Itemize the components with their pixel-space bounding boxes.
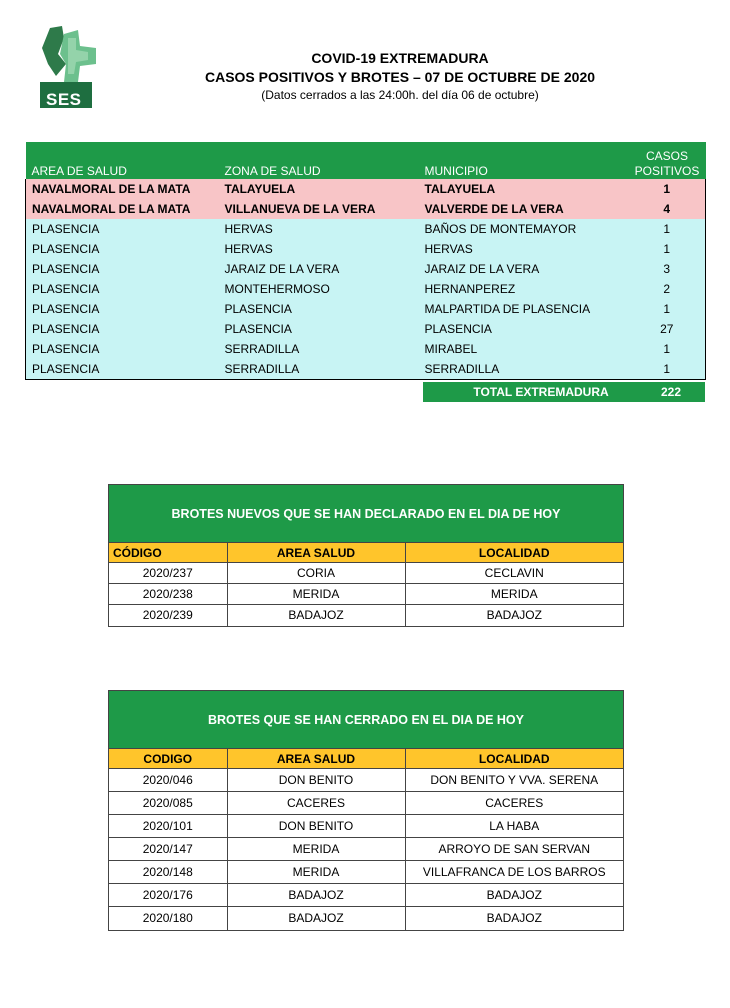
cell-area: NAVALMORAL DE LA MATA [26,179,219,199]
cell-casos: 1 [629,239,706,259]
cell-area-salud: MERIDA [227,838,405,861]
cell-area-salud: BADAJOZ [227,884,405,907]
cell-area-salud: MERIDA [227,584,405,605]
cell-municipio: HERNANPEREZ [419,279,629,299]
table-row [109,563,623,584]
header-area-salud: AREA SALUD [227,749,405,769]
cell-localidad: CECLAVIN [405,563,623,584]
cell-zona: VILLANUEVA DE LA VERA [219,199,419,219]
header-area: AREA DE SALUD [26,142,219,179]
cell-municipio: BAÑOS DE MONTEMAYOR [419,219,629,239]
brotes-cerrados-table [109,748,623,930]
title-line-2: CASOS POSITIVOS Y BROTES – 07 DE OCTUBRE DE 2020 [204,69,596,85]
cell-area: PLASENCIA [26,219,219,239]
table-row [26,259,706,279]
cell-casos: 1 [629,219,706,239]
cell-municipio: JARAIZ DE LA VERA [419,259,629,279]
header-casos [629,142,706,179]
header-casos-line2: POSITIVOS [634,164,700,178]
header-area-salud: AREA SALUD [227,543,405,563]
table-row [109,769,623,792]
table-row [26,239,706,259]
cell-casos: 27 [629,319,706,339]
table-row [109,861,623,884]
table-row [26,299,706,319]
table-row [26,219,706,239]
document-header [150,49,650,104]
cell-zona: JARAIZ DE LA VERA [219,259,419,279]
table-row [26,319,706,339]
cell-municipio: PLASENCIA [419,319,629,339]
table-row [26,179,706,199]
cell-zona: PLASENCIA [219,299,419,319]
table-row [109,584,623,605]
header-codigo: CÓDIGO [109,543,227,563]
title-line-1: COVID-19 EXTREMADURA [311,50,489,66]
table-row [109,605,623,626]
cell-zona: SERRADILLA [219,359,419,380]
table-header-row [109,543,623,563]
table-row [109,884,623,907]
cell-codigo: 2020/237 [109,563,227,584]
table-row [109,815,623,838]
cell-codigo: 2020/148 [109,861,227,884]
cell-casos: 4 [629,199,706,219]
cell-municipio: MIRABEL [419,339,629,359]
table-row [26,359,706,380]
total-row [423,382,705,402]
cell-codigo: 2020/180 [109,907,227,930]
cell-codigo: 2020/101 [109,815,227,838]
total-value: 222 [660,385,682,399]
subtitle: (Datos cerrados a las 24:00h. del día 06 de octubre) [261,88,539,102]
table-row [109,838,623,861]
table-header-row [109,749,623,769]
cell-localidad: BADAJOZ [405,605,623,626]
header-municipio: MUNICIPIO [419,142,629,179]
cell-zona: MONTEHERMOSO [219,279,419,299]
cell-localidad: BADAJOZ [405,907,623,930]
cell-casos: 3 [629,259,706,279]
cell-casos: 1 [629,359,706,380]
cell-localidad: LA HABA [405,815,623,838]
table-row [26,339,706,359]
cell-codigo: 2020/046 [109,769,227,792]
header-localidad: LOCALIDAD [405,543,623,563]
cell-localidad: MERIDA [405,584,623,605]
cell-municipio: VALVERDE DE LA VERA [419,199,629,219]
cell-area: PLASENCIA [26,319,219,339]
cell-area: PLASENCIA [26,259,219,279]
cell-casos: 1 [629,339,706,359]
cell-localidad: ARROYO DE SAN SERVAN [405,838,623,861]
cell-area: PLASENCIA [26,299,219,319]
cell-zona: HERVAS [219,219,419,239]
cell-area-salud: BADAJOZ [227,605,405,626]
cell-codigo: 2020/085 [109,792,227,815]
cell-area: PLASENCIA [26,239,219,259]
cell-area-salud: MERIDA [227,861,405,884]
casos-positivos-section [25,142,705,399]
cell-area-salud: CORIA [227,563,405,584]
cell-localidad: DON BENITO Y VVA. SERENA [405,769,623,792]
table-row [26,279,706,299]
brotes-cerrados-section [108,690,624,931]
header-zona: ZONA DE SALUD [219,142,419,179]
cell-localidad: CACERES [405,792,623,815]
cell-zona: PLASENCIA [219,319,419,339]
cell-casos: 2 [629,279,706,299]
cell-municipio: MALPARTIDA DE PLASENCIA [419,299,629,319]
header-casos-line1: CASOS [645,149,688,163]
header-codigo: CODIGO [109,749,227,769]
table-row [26,199,706,219]
cell-localidad: BADAJOZ [405,884,623,907]
brotes-nuevos-section [108,484,624,627]
cell-area: PLASENCIA [26,279,219,299]
cell-area: PLASENCIA [26,339,219,359]
brotes-cerrados-title: BROTES QUE SE HAN CERRADO EN EL DIA DE HOY [109,691,623,748]
cell-area: PLASENCIA [26,359,219,380]
cell-codigo: 2020/238 [109,584,227,605]
logo-text: SES [46,90,82,109]
cell-casos: 1 [629,179,706,199]
cell-area-salud: DON BENITO [227,815,405,838]
header-localidad: LOCALIDAD [405,749,623,769]
brotes-nuevos-title: BROTES NUEVOS QUE SE HAN DECLARADO EN EL DIA DE HOY [109,485,623,542]
cell-municipio: TALAYUELA [419,179,629,199]
ses-logo [38,24,100,110]
cell-municipio: SERRADILLA [419,359,629,380]
cell-codigo: 2020/239 [109,605,227,626]
cell-area-salud: DON BENITO [227,769,405,792]
cell-area-salud: BADAJOZ [227,907,405,930]
cell-codigo: 2020/176 [109,884,227,907]
cell-area: NAVALMORAL DE LA MATA [26,199,219,219]
cell-municipio: HERVAS [419,239,629,259]
cell-zona: SERRADILLA [219,339,419,359]
table-row [109,792,623,815]
brotes-nuevos-table [109,542,623,626]
cell-codigo: 2020/147 [109,838,227,861]
cell-area-salud: CACERES [227,792,405,815]
table-row [109,907,623,930]
table-header-row [26,142,706,179]
cell-casos: 1 [629,299,706,319]
cell-zona: TALAYUELA [219,179,419,199]
cell-localidad: VILLAFRANCA DE LOS BARROS [405,861,623,884]
total-label: TOTAL EXTREMADURA [473,385,609,399]
casos-positivos-table [25,142,706,380]
cell-zona: HERVAS [219,239,419,259]
